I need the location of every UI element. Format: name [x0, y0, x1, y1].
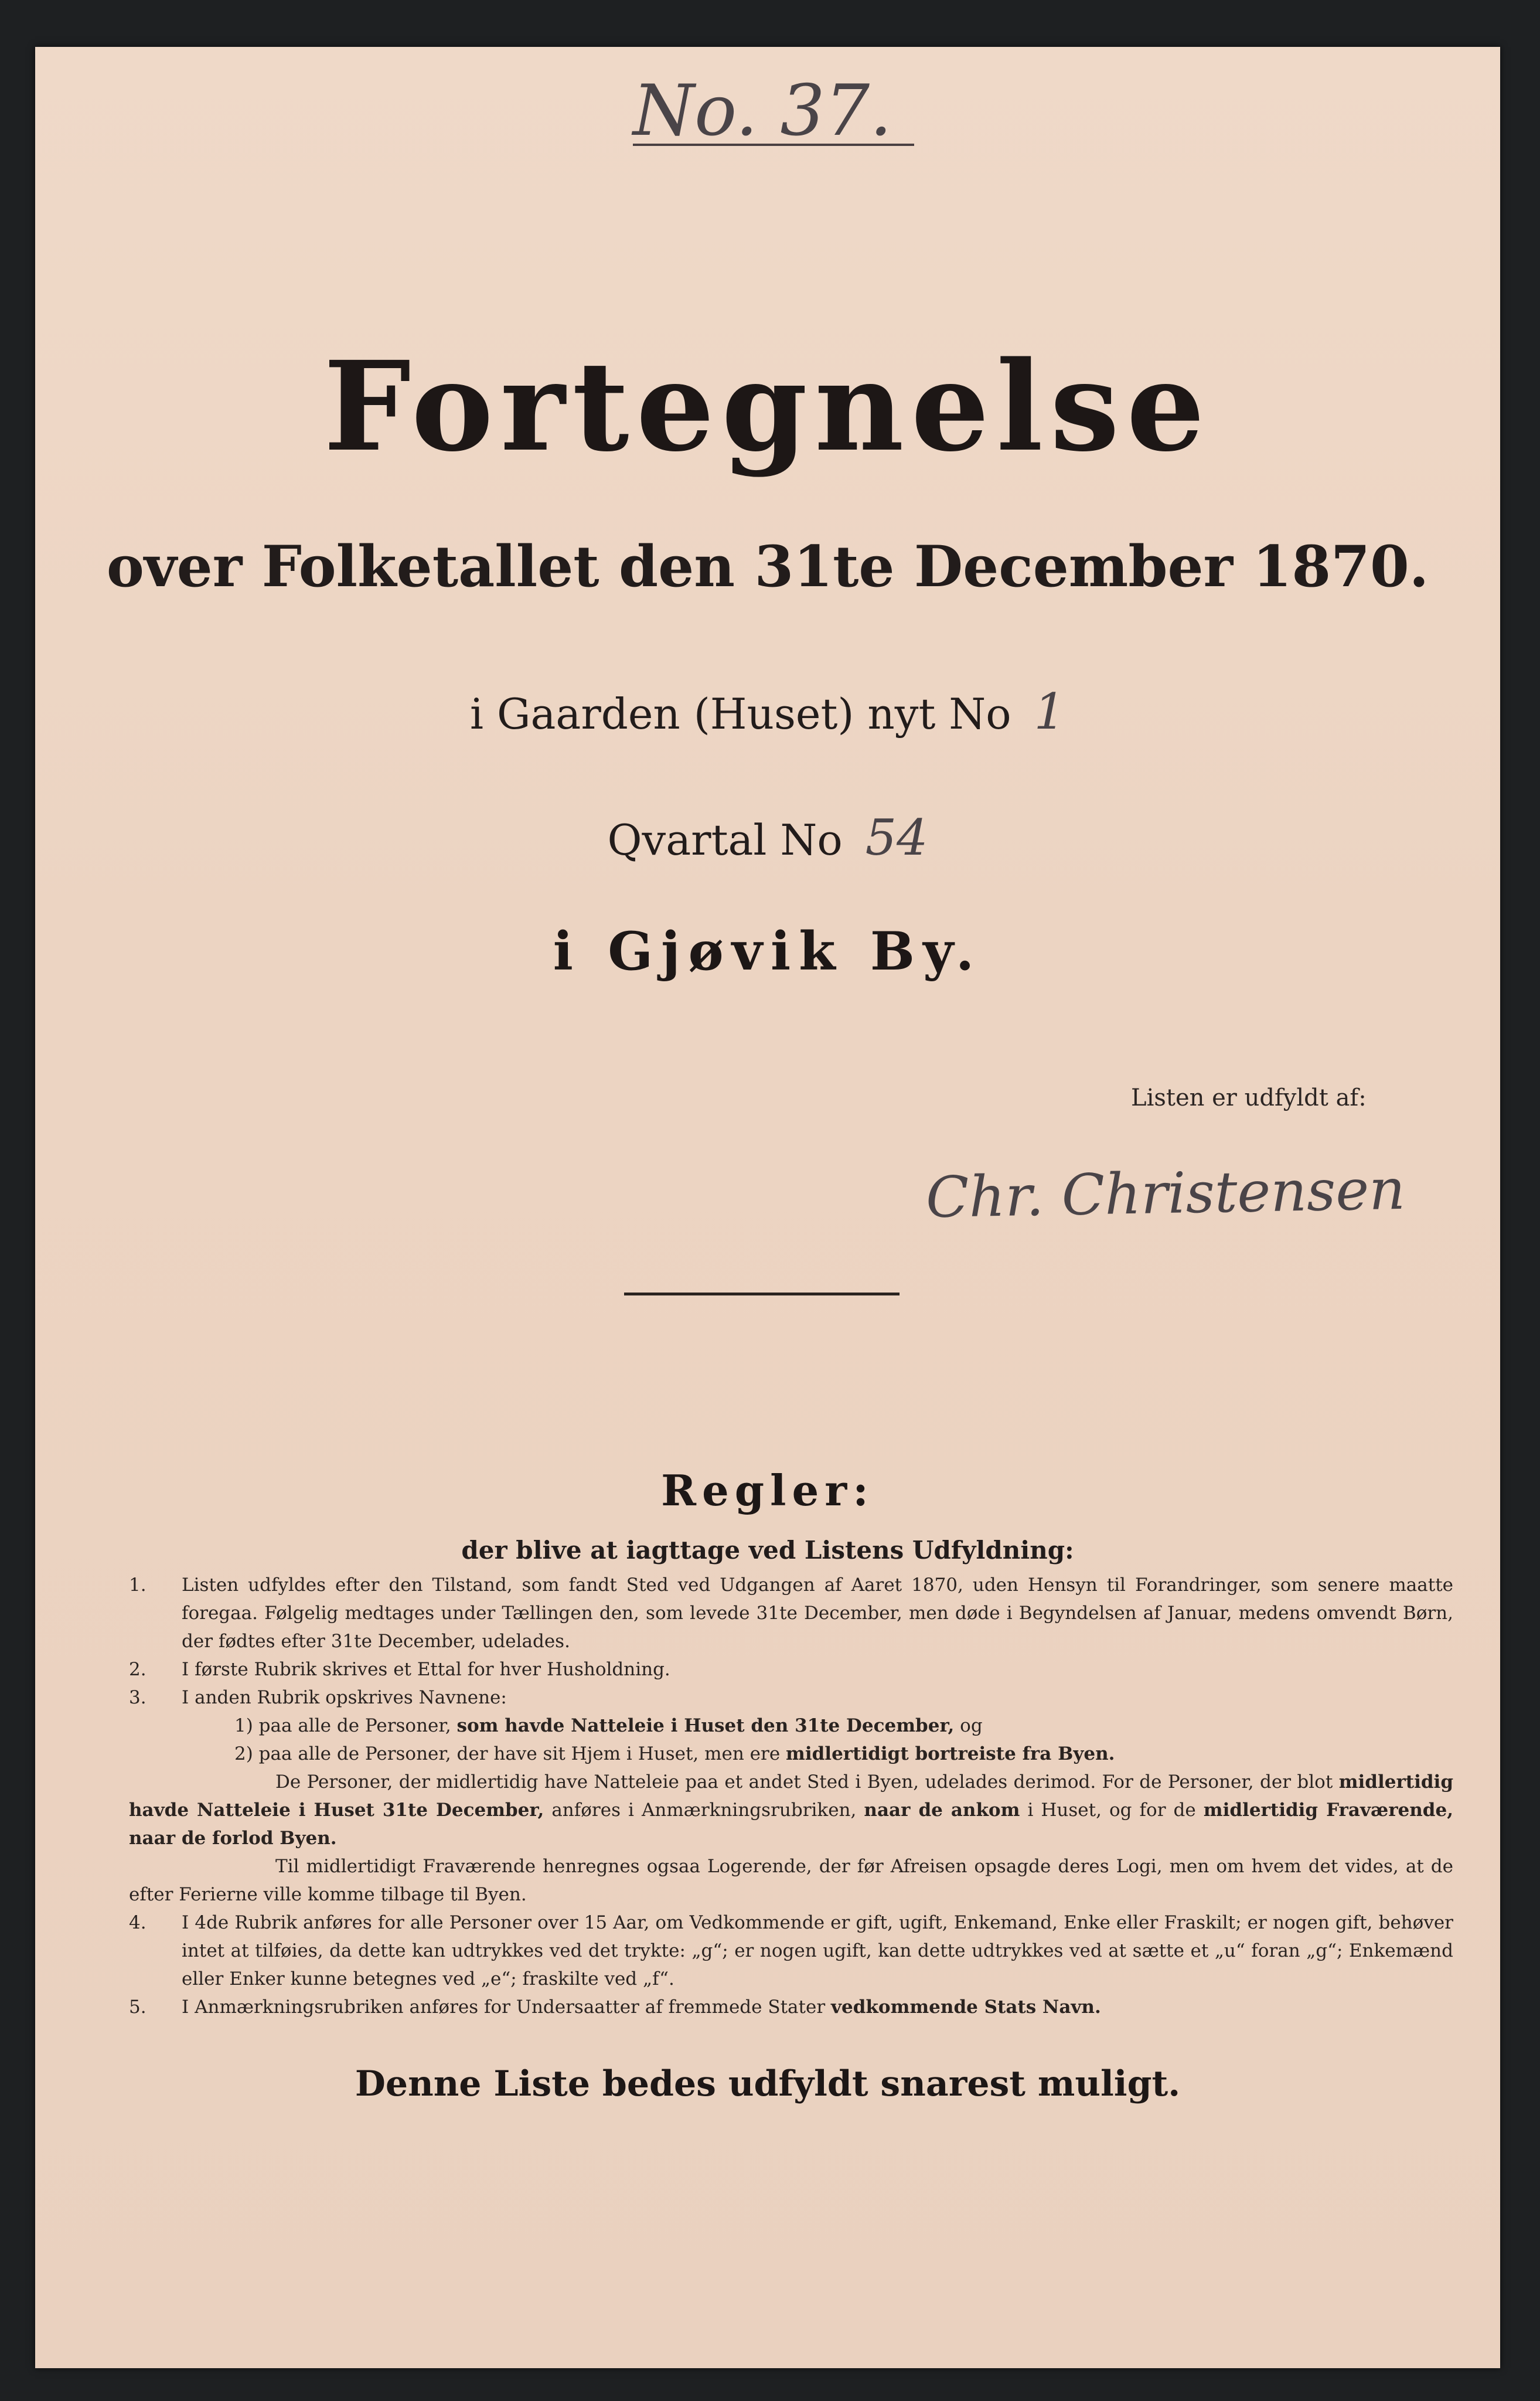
rule-paragraph [129, 1768, 1453, 1852]
subitem-bold-text: som havde Natteleie i Huset den 31te December, [456, 1715, 955, 1736]
paragraph-text: i Huset, og for de [1020, 1800, 1204, 1821]
rule-number: 5. [129, 1997, 146, 2018]
document-title: Fortegnelse [323, 334, 1212, 479]
rule-text: Listen udfyldes efter den Tilstand, som fandt Sted ved Udgangen af Aaret 1870, uden Hensyn til Forandringer, som senere maatte foregaa. Følgelig medtages under Tællingen den, som levede 31te December, men døde i Begyndelsen af Januar, medens omvendt Børn, der fødtes efter 31te December, udelades. [182, 1574, 1453, 1652]
rules-subtitle: der blive at iagttage ved Listens Udfyldning: [461, 1536, 1074, 1565]
rule-subitem [129, 1712, 1453, 1740]
rules-title: Regler: [661, 1465, 874, 1515]
quarter-line [35, 809, 1500, 866]
quarter-number: 54 [865, 809, 928, 866]
farm-number: 1 [1034, 683, 1065, 740]
rule-item [129, 1571, 1453, 1655]
subitem-text: og [954, 1715, 983, 1736]
subitem-text: 1) paa alle de Personer, [234, 1715, 457, 1736]
rule-number: 1. [129, 1574, 146, 1596]
paragraph-text: De Personer, der midlertidig have Natteleie paa et andet Sted i Byen, udelades derimod. For de Personer, der blot [275, 1771, 1339, 1793]
farm-label: i Gaarden (Huset) nyt No [470, 689, 1011, 739]
form-number: No. 37. [633, 70, 892, 152]
closing-note: Denne Liste bedes udfyldt snarest muligt. [355, 2063, 1181, 2104]
separator-line [624, 1293, 900, 1295]
farm-line [35, 683, 1500, 740]
rule-text: I 4de Rubrik anføres for alle Personer over 15 Aar, om Vedkommende er gift, ugift, Enkemand, Enke eller Fraskilt; er nogen gift, behøver intet at tilføies, da dette kan udtrykkes ved det trykte: „g“; er nogen ugift, kan dette udtrykkes ved at sætte et „u“ foran „g“; Enkemænd eller Enker kunne betegnes ved „e“; fraskilte ved „f“. [182, 1912, 1453, 1990]
subitem-text: 2) paa alle de Personer, der have sit Hjem i Huset, men ere [234, 1743, 786, 1764]
rule-text: I første Rubrik skrives et Ettal for hver Husholdning. [182, 1659, 670, 1680]
rule-paragraph: Til midlertidigt Fraværende henregnes ogsaa Logerende, der før Afreisen opsagde deres Logi, men om hvem det vides, at de efter Ferierne ville komme tilbage til Byen. [129, 1856, 1453, 1905]
rule-bold-text: vedkommende Stats Navn. [831, 1997, 1101, 2018]
city-line: i Gjøvik By. [553, 920, 983, 982]
paragraph-bold-text: midlertidig havde Natteleie i Huset 31te December, [129, 1771, 1453, 1821]
rule-text: I Anmærkningsrubriken anføres for Undersaatter af fremmede Stater [182, 1997, 832, 2018]
rule-text: I anden Rubrik opskrives Navnene: [182, 1687, 507, 1708]
form-number-underline [633, 144, 914, 146]
rule-item [129, 1993, 1453, 2021]
signature: Chr. Christensen [925, 1156, 1406, 1231]
rule-number: 3. [129, 1687, 146, 1708]
document-subtitle: over Folketallet den 31te December 1870. [106, 533, 1429, 600]
paragraph-bold-text: midlertidig Fraværende, naar de forlod Byen. [129, 1800, 1453, 1849]
rule-item [129, 1909, 1453, 1993]
rule-number: 4. [129, 1912, 146, 1933]
filled-by-label: Listen er udfyldt af: [1131, 1084, 1367, 1111]
rule-item [129, 1684, 1453, 1712]
rule-item [129, 1655, 1453, 1684]
rules-list [129, 1571, 1453, 2021]
census-form-page [35, 47, 1500, 2368]
subitem-bold-text: midlertidigt bortreiste fra Byen. [786, 1743, 1115, 1764]
paragraph-bold-text: naar de ankom [864, 1800, 1020, 1821]
rule-subitem [129, 1740, 1453, 1768]
rule-number: 2. [129, 1659, 146, 1680]
quarter-label: Qvartal No [607, 815, 843, 865]
paragraph-text: anføres i Anmærkningsrubriken, [544, 1800, 864, 1821]
